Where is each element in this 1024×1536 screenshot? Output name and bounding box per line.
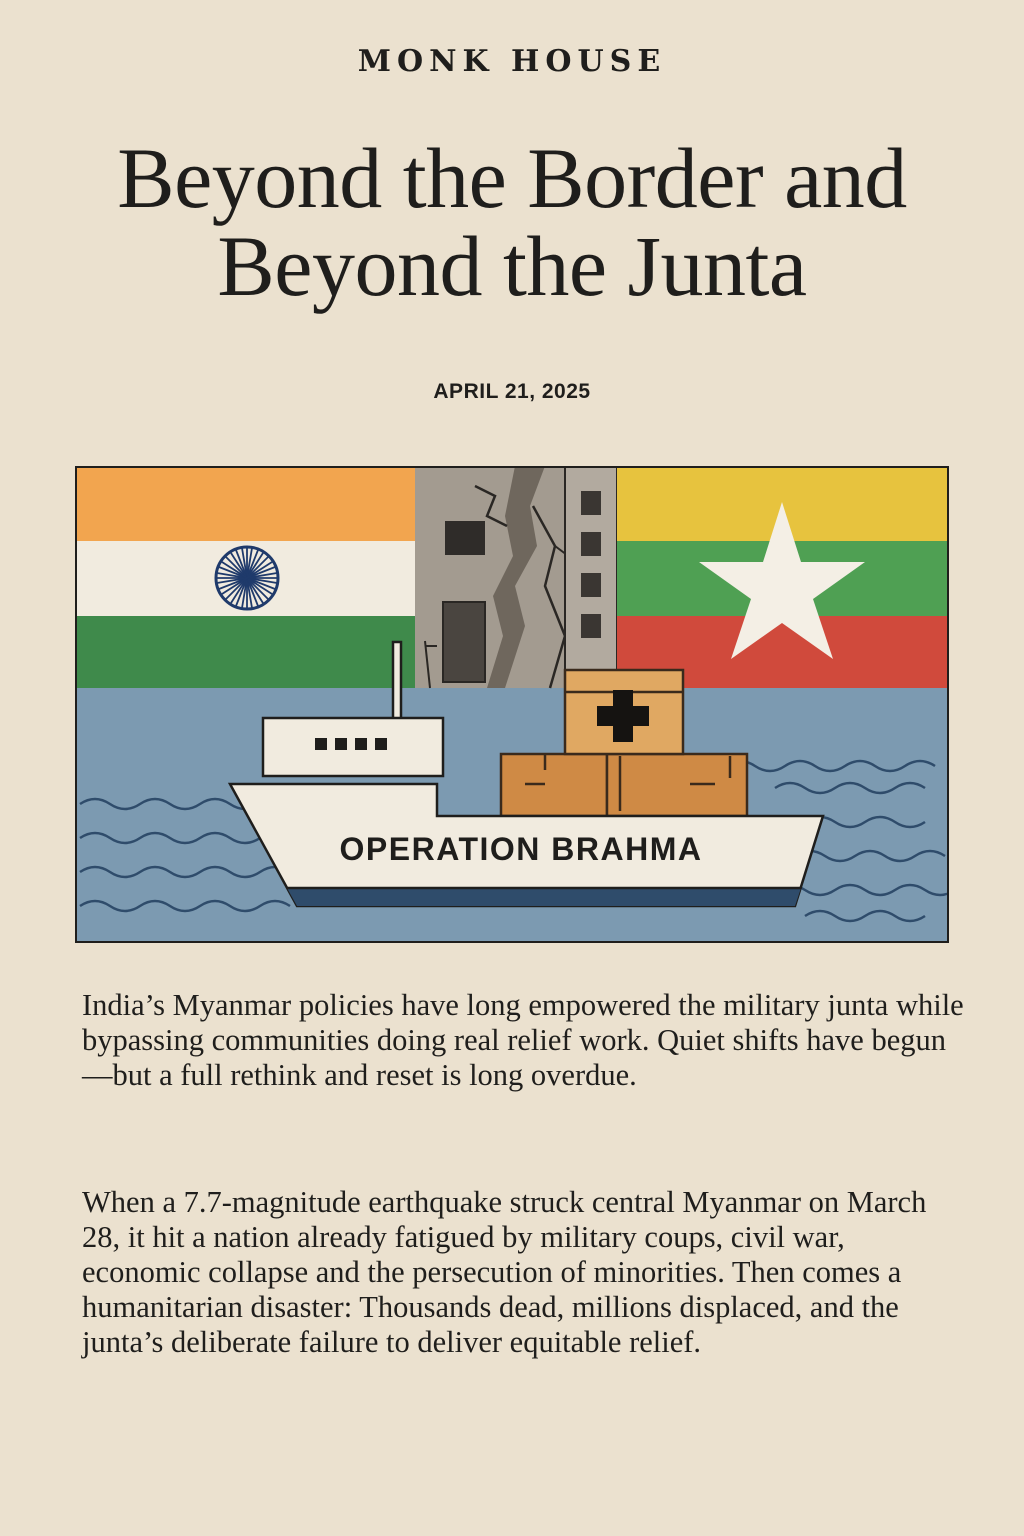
myanmar-flag: [617, 466, 949, 688]
body-paragraph: When a 7.7-magnitude earthquake struck central Myanmar on March 28, it hit a nation already fatigued by military coups, civil war, economic collapse and the persecution of minorities. Then comes a humanitarian disaster: Thousands dead, millions displaced, and the junta’s deliberate failure to deliver equitable relief.: [82, 1185, 927, 1359]
earthquake-ruins: [415, 466, 617, 688]
article-headline: Beyond the Border and Beyond the Junta: [117, 130, 907, 314]
india-flag: [75, 466, 415, 688]
hero-illustration: [75, 466, 949, 943]
ship-label: OPERATION BRAHMA: [339, 831, 703, 867]
publication-name: MONK HOUSE: [357, 44, 667, 79]
lede-paragraph: India’s Myanmar policies have long empowered the military junta while bypassing communities doing real relief work. Quiet shifts have begun—but a full rethink and reset is long overdue.: [82, 988, 964, 1092]
ashoka-chakra-icon: [216, 547, 278, 609]
publish-date: APRIL 21, 2025: [433, 380, 591, 403]
